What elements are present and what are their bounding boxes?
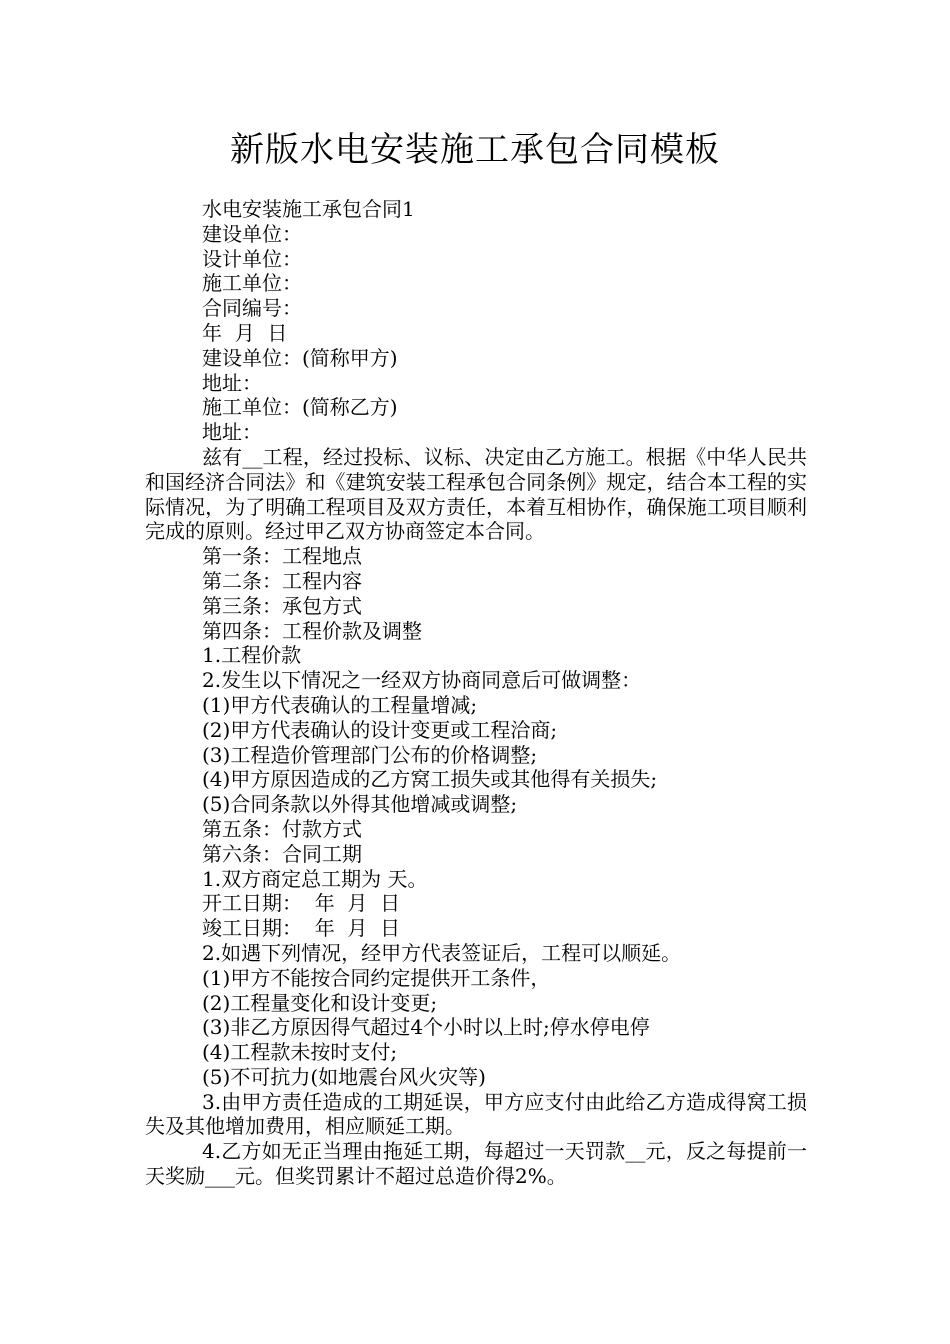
article-4-item-1: 1.工程价款 bbox=[202, 643, 302, 668]
field-contractor-unit: 施工单位： bbox=[202, 271, 302, 296]
article-1: 第一条：工程地点 bbox=[202, 544, 362, 569]
adjustment-case-5: (5)合同条款以外得其他增减或调整; bbox=[202, 792, 518, 817]
article-5: 第五条：付款方式 bbox=[202, 816, 362, 841]
adjustment-case-2: (2)甲方代表确认的设计变更或工程洽商; bbox=[202, 717, 558, 742]
field-date: 年 月 日 bbox=[202, 320, 288, 345]
contract-body bbox=[145, 197, 807, 1189]
document-title: 新版水电安装施工承包合同模板 bbox=[230, 130, 720, 170]
extension-case-4: (4)工程款未按时支付; bbox=[202, 1040, 398, 1065]
article-6-item-1: 1.双方商定总工期为 天。 bbox=[202, 866, 428, 891]
extension-case-2: (2)工程量变化和设计变更; bbox=[202, 990, 438, 1015]
field-party-b-address: 地址： bbox=[202, 420, 262, 445]
field-party-a-address: 地址： bbox=[202, 370, 262, 395]
adjustment-case-1: (1)甲方代表确认的工程量增减; bbox=[202, 692, 478, 717]
adjustment-case-4: (4)甲方原因造成的乙方窝工损失或其他得有关损失; bbox=[202, 767, 658, 792]
article-6-item-4: 4.乙方如无正当理由拖延工期，每超过一天罚款__元，反之每提前一天奖励___元。但奖罚累计不超过总造价得2%。 bbox=[145, 1139, 807, 1189]
start-date: 开工日期： 年 月 日 bbox=[202, 891, 401, 916]
article-2: 第二条：工程内容 bbox=[202, 568, 362, 593]
field-party-a: 建设单位：(简称甲方) bbox=[202, 345, 398, 370]
preamble-paragraph: 兹有__工程，经过投标、议标、决定由乙方施工。根据《中华人民共和国经济合同法》和《建筑安装工程承包合同条例》规定，结合本工程的实际情况，为了明确工程项目及双方责任，本着互相协作，确保施工项目顺利完成的原则。经过甲乙双方协商签定本合同。 bbox=[145, 444, 807, 544]
article-4: 第四条：工程价款及调整 bbox=[202, 618, 422, 643]
article-4-item-2: 2.发生以下情况之一经双方协商同意后可做调整： bbox=[202, 668, 642, 693]
field-contract-number: 合同编号： bbox=[202, 296, 302, 321]
article-6-item-2: 2.如遇下列情况，经甲方代表签证后，工程可以顺延。 bbox=[202, 940, 682, 965]
article-3: 第三条：承包方式 bbox=[202, 593, 362, 618]
field-party-b: 施工单位：(简称乙方) bbox=[202, 395, 398, 420]
extension-case-5: (5)不可抗力(如地震台风火灾等) bbox=[202, 1064, 486, 1089]
field-design-unit: 设计单位： bbox=[202, 246, 302, 271]
extension-case-1: (1)甲方不能按合同约定提供开工条件， bbox=[202, 965, 551, 990]
field-construction-unit: 建设单位： bbox=[202, 221, 302, 246]
contract-heading: 水电安装施工承包合同1 bbox=[202, 197, 415, 221]
article-6-item-3: 3.由甲方责任造成的工期延误，甲方应支付由此给乙方造成得窝工损失及其他增加费用，相应顺延工期。 bbox=[145, 1089, 807, 1139]
extension-case-3: (3)非乙方原因得气超过4个小时以上时;停水停电停 bbox=[202, 1015, 650, 1040]
completion-date: 竣工日期： 年 月 日 bbox=[202, 916, 401, 941]
article-6: 第六条：合同工期 bbox=[202, 841, 362, 866]
adjustment-case-3: (3)工程造价管理部门公布的价格调整; bbox=[202, 742, 538, 767]
